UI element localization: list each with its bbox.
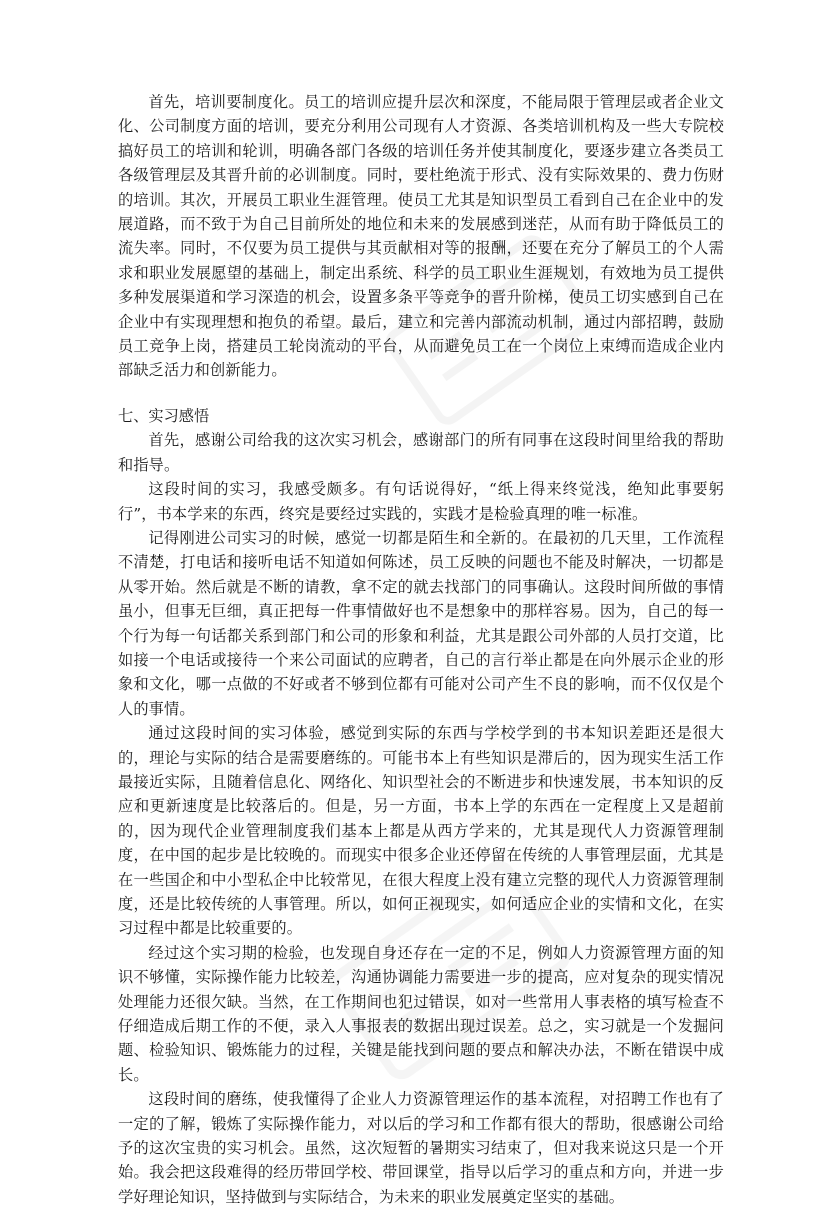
paragraph-theory-practice: 通过这段时间的实习体验，感觉到实际的东西与学校学到的书本知识差距还是很大的，理论与实际的结合是需要磨练的。可能书本上有些知识是滞后的，因为现实生活工作最接近实际，且随着信息化、网络化、知识型社会的不断进步和快速发展，书本知识的反应和更新速度是比较落后的。但是，另一方面，书本上学的东西在一定程度上又是超前的，因为现代企业管理制度我们基本上都是从西方学来的，尤其是现代人力资源管理制度，在中国的起步是比较晚的。而现实中很多企业还停留在传统的人事管理层面，尤其是在一些国企和中小型私企中比较常见，在很大程度上没有建立完整的现代人力资源管理制度，还是比较传统的人事管理。所以，如何正视现实，如何适应企业的实情和文化，在实习过程中都是比较重要的。 — [118, 724, 724, 938]
paragraph-thanks: 首先，感谢公司给我的这次实习机会，感谢部门的所有同事在这段时间里给我的帮助和指导。 — [118, 431, 724, 474]
section-spacer — [118, 383, 724, 404]
paragraph-feelings: 这段时间的实习，我感受颇多。有句话说得好，“纸上得来终觉浅，绝知此事要躬行”，书本学来的东西，终究是要经过实践的，实践才是检验真理的唯一标准。 — [118, 480, 724, 523]
paragraph-conclusion: 这段时间的磨练，使我懂得了企业人力资源管理运作的基本流程，对招聘工作也有了一定的了解，锻炼了实际操作能力，对以后的学习和工作都有很大的帮助，很感谢公司给予的这次宝贵的实习机会。虽然，这次短暂的暑期实习结束了，但对我来说这只是一个开始。我会把这段难得的经历带回学校、带回课堂，指导以后学习的重点和方向，并进一步学好理论知识，坚持做到与实际结合，为未来的职业发展奠定坚实的基础。 — [118, 1090, 724, 1206]
intro-paragraph: 首先，培训要制度化。员工的培训应提升层次和深度，不能局限于管理层或者企业文化、公司制度方面的培训，要充分利用公司现有人才资源、各类培训机构及一些大专院校搞好员工的培训和轮训，明确各部门各级的培训任务并使其制度化，要逐步建立各类员工各级管理层及其晋升前的必训制度。同时，要杜绝流于形式、没有实际效果的、费力伤财的培训。其次，开展员工职业生涯管理。使员工尤其是知识型员工看到自己在企业中的发展道路，而不致于为自己目前所处的地位和未来的发展感到迷茫，从而有助于降低员工的流失率。同时，不仅要为员工提供与其贡献相对等的报酬，还要在充分了解员工的个人需求和职业发展愿望的基础上，制定出系统、科学的员工职业生涯规划，有效地为员工提供多种发展渠道和学习深造的机会，设置多条平等竞争的晋升阶梯，使员工切实感到自己在企业中有实现理想和抱负的希望。最后，建立和完善内部流动机制，通过内部招聘，鼓励员工竞争上岗，搭建员工轮岗流动的平台，从而避免员工在一个岗位上束缚而造成企业内部缺乏活力和创新能力。 — [118, 93, 724, 380]
section-heading: 七、实习感悟 — [118, 406, 210, 425]
document-body — [118, 90, 724, 1209]
paragraph-first-days: 记得刚进公司实习的时候，感觉一切都是陌生和全新的。在最初的几天里，工作流程不清楚，打电话和接听电话不知道如何陈述，员工反映的问题也不能及时解决，一切都是从零开始。然后就是不断的请教，拿不定的就去找部门的同事确认。这段时间所做的事情虽小，但事无巨细，真正把每一件事情做好也不是想象中的那样容易。因为，自己的每一个行为每一句话都关系到部门和公司的形象和利益，尤其是跟公司外部的人员打交道，比如接一个电话或接待一个来公司面试的应聘者，自己的言行举止都是在向外展示企业的形象和文化，哪一点做的不好或者不够到位都有可能对公司产生不良的影响，而不仅仅是个人的事情。 — [118, 528, 724, 718]
paragraph-shortcomings: 经过这个实习期的检验，也发现自身还存在一定的不足，例如人力资源管理方面的知识不够懂，实际操作能力比较差，沟通协调能力需要进一步的提高，应对复杂的现实情况处理能力还很欠缺。当然，在工作期间也犯过错误，如对一些常用人事表格的填写检查不仔细造成后期工作的不便，录入人事报表的数据出现过误差。总之，实习就是一个发掘问题、检验知识、锻炼能力的过程，关键是能找到问题的要点和解决办法，不断在错误中成长。 — [118, 943, 724, 1084]
